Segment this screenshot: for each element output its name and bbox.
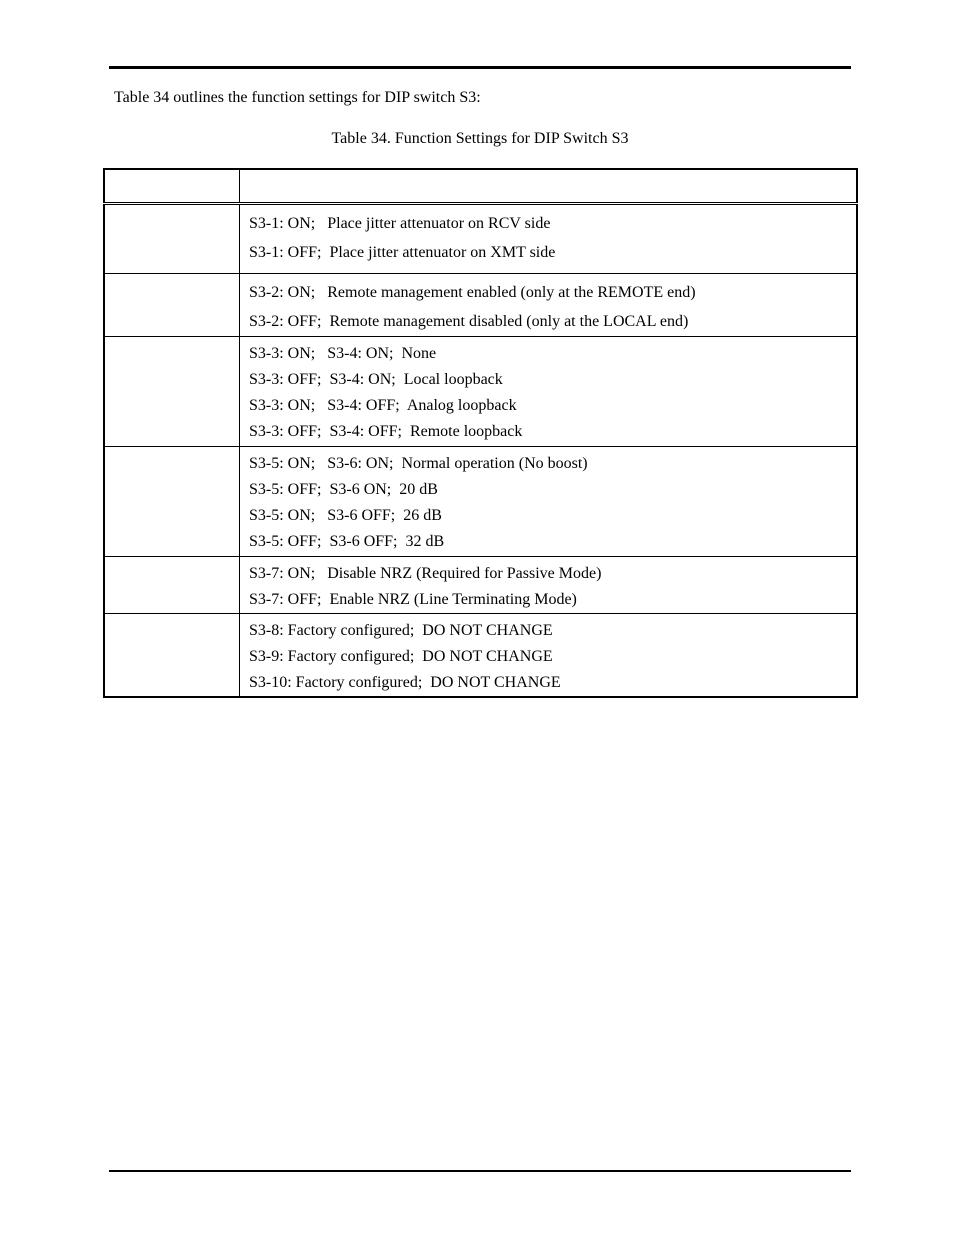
row-function-cell [104,614,240,698]
setting-line: S3-9: Factory configured; DO NOT CHANGE [249,648,553,665]
row-function-cell [104,447,240,557]
table-caption: Table 34. Function Settings for DIP Switch S3 [331,130,629,147]
setting-line: S3-7: OFF; Enable NRZ (Line Terminating Mode) [249,591,577,608]
setting-line: S3-5: ON; S3-6 OFF; 26 dB [249,507,442,524]
table-header-row [104,169,857,204]
row-settings-cell [240,204,858,274]
settings-lines [249,614,856,696]
row-function-cell [104,337,240,447]
table-row [104,557,857,614]
setting-line: S3-1: OFF; Place jitter attenuator on XMT side [249,244,556,261]
setting-line: S3-7: ON; Disable NRZ (Required for Passive Mode) [249,565,602,582]
table-row [104,204,857,274]
row-settings-cell [240,447,858,557]
settings-lines [249,447,856,555]
setting-line: S3-5: OFF; S3-6 ON; 20 dB [249,481,438,498]
row-function-cell [104,204,240,274]
settings-lines [249,205,856,267]
setting-line: S3-2: OFF; Remote management disabled (only at the LOCAL end) [249,313,689,330]
table-body [104,169,857,697]
setting-line: S3-2: ON; Remote management enabled (only at the REMOTE end) [249,284,696,301]
setting-line: S3-3: OFF; S3-4: ON; Local loopback [249,371,503,388]
setting-line: S3-1: ON; Place jitter attenuator on RCV side [249,215,551,232]
dip-switch-s3-table [103,168,858,698]
row-settings-cell [240,337,858,447]
table-row [104,447,857,557]
header-settings [240,169,858,204]
row-settings-cell [240,557,858,614]
intro-paragraph: Table 34 outlines the function settings for DIP switch S3: [114,89,481,106]
row-function-cell [104,274,240,337]
header-rule [109,66,851,69]
settings-lines [249,337,856,445]
table-row [104,274,857,337]
settings-lines [249,557,856,613]
row-settings-cell [240,614,858,698]
header-function [104,169,240,204]
setting-line: S3-8: Factory configured; DO NOT CHANGE [249,622,553,639]
setting-line: S3-3: OFF; S3-4: OFF; Remote loopback [249,423,523,440]
table-row [104,614,857,698]
setting-line: S3-3: ON; S3-4: ON; None [249,345,437,362]
row-settings-cell [240,274,858,337]
setting-line: S3-10: Factory configured; DO NOT CHANGE [249,674,561,691]
settings-lines [249,274,856,336]
row-function-cell [104,557,240,614]
setting-line: S3-5: OFF; S3-6 OFF; 32 dB [249,533,445,550]
footer-rule [109,1170,851,1172]
table-row [104,337,857,447]
setting-line: S3-3: ON; S3-4: OFF; Analog loopback [249,397,517,414]
setting-line: S3-5: ON; S3-6: ON; Normal operation (No boost) [249,455,588,472]
